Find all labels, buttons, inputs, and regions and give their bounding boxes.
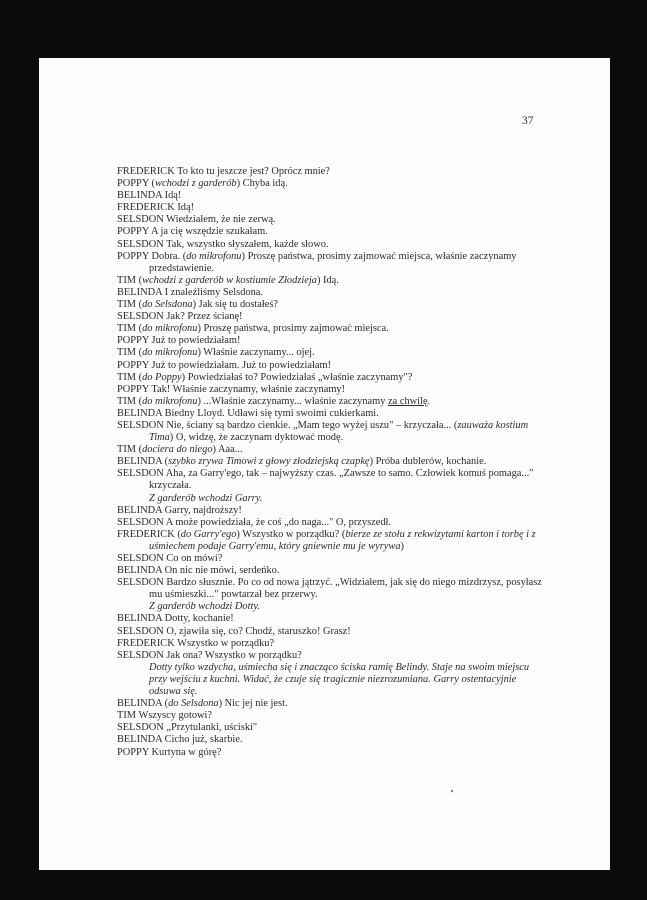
dialogue-text: ) Jak się tu dostałeś? [192,299,279,311]
stage-direction-inline: szybko zrywa Timowi z głowy złodziejską czapkę [168,456,370,468]
dialogue-line [117,323,547,335]
dialogue-line: SELSDON Tak, wszystko słyszałem, każde słowo. [117,238,329,250]
dialogue-line [117,444,547,456]
stage-direction-inline: do Poppy [142,371,182,383]
stage-direction: Z garderób wchodzi Garry. [149,492,263,504]
dialogue-line: SELSDON Bardzo słusznie. Po co od nowa jątrzyć. „Widziałem, jak się do niego mizdrzysz, posyłasz mu uśmieszki..." powtarzał bez przerwy. [117,577,542,601]
stage-direction-inline: bierze ze stołu z rekwizytami karton i torbę i z uśmiechem podaje Garry'emu, który gniewnie mu je wyrywa [149,528,536,552]
dialogue-line: TIM Wszyscy gotowi? [117,710,213,722]
dialogue-text: TIM ( [117,371,143,383]
dialogue-text: SELSDON Nie, ściany są bardzo cienkie. „Mam tego wyżej uszu" – krzyczała... ( [117,419,458,431]
dialogue-text: FREDERICK ( [117,528,181,540]
dialogue-text: ) [400,540,405,552]
dialogue-line: FREDERICK To kto tu jeszcze jest? Oprócz mnie? [117,166,330,177]
dialogue-line: FREDERICK Wszystko w porządku? [117,637,275,649]
dialogue-text: ) O, widzę, że zaczynam dyktować modę. [169,432,344,444]
stage-direction-inline: do mikrofonu [142,347,198,359]
dialogue-line [117,251,547,275]
dialogue-text: TIM ( [117,395,143,407]
dialogue-line: BELINDA Cicho już, skarbie. [117,734,243,746]
dialogue-text: ) Idą. [316,274,339,286]
dialogue-line: BELINDA Idą! [117,190,182,202]
dialogue-text: ) Aaa... [212,444,243,456]
dialogue-line [117,698,547,710]
dialogue-text: ) Chyba idą. [236,178,288,190]
dialogue-line: POPPY Już to powiedziałam! [117,335,241,347]
dialogue-text: ) Próba dublerów, kochanie. [369,456,487,468]
dialogue-text: TIM ( [117,274,143,286]
dialogue-line: SELSDON O, zjawiła się, co? Chodź, staruszko! Grasz! [117,625,351,637]
dialogue-text: POPPY Dobra. ( [117,250,187,262]
dialogue-line: POPPY Już to powiedziałam. Już to powiedziałam! [117,359,332,371]
dialogue-text: ) Proszę państwa, prosimy zajmować miejsca, właśnie zaczynamy przedstawienie. [149,250,517,274]
dialogue-line: SELSDON A może powiedziała, że coś „do naga..." O, przyszedł. [117,516,392,528]
red-speck [451,790,453,792]
stage-direction-inline: dociera do niego [142,444,213,456]
dialogue-line: SELSDON „Przytulanki, uściski" [117,722,258,734]
dialogue-line [117,299,547,311]
dialogue-line [117,372,547,384]
stage-direction-inline: do Selsdona [168,698,219,710]
underlined-text: za chwilę [388,395,428,407]
dialogue-text: TIM ( [117,323,143,335]
dialogue-line: POPPY Kurtyna w górę? [117,746,222,758]
stage-direction-inline: do Garry'ego [180,528,237,540]
stage-direction-inline: zauważa kostium Tima [149,419,529,444]
dialogue-line: BELINDA Biedny Lloyd. Udławi się tymi swoimi cukierkami. [117,407,379,419]
dialogue-text: ) Wszystko w porządku? ( [236,528,346,540]
dialogue-line: SELSDON Jak ona? Wszystko w porządku? [117,649,302,661]
dialogue-line [117,529,547,553]
dialogue-text: TIM ( [117,347,143,359]
dialogue-line: SELSDON Jak? Przez ścianę! [117,311,243,323]
dialogue-text: ) Powiedziałaś to? Powiedziałaś „właśnie zaczynamy"? [181,371,413,383]
dialogue-line [117,178,547,190]
dialogue-line [117,396,547,408]
dialogue-text: ) Nic jej nie jest. [218,698,288,710]
stage-direction: Dotty tylko wzdycha, uśmiecha się i znacząco ściska ramię Belindy. Staje na swoim miejscu przy wejściu z kuchni. Widać, że czuje się tragicznie niezrozumiana. Garry ostentacyjnie odsuwa się. [149,661,530,698]
stage-direction-inline: wchodzi z garderób w kostiumie Złodzieja [142,274,317,286]
stage-direction: Z garderób wchodzi Dotty. [149,601,261,613]
dialogue-text: TIM ( [117,299,143,311]
dialogue-text: BELINDA ( [117,456,169,468]
dialogue-line: BELINDA Garry, najdroższy! [117,504,242,516]
script-text [117,166,547,759]
stage-direction-inline: do Selsdona [142,299,193,311]
dialogue-text: BELINDA ( [117,698,169,710]
stage-direction-inline: wchodzi z garderób [155,178,237,190]
dialogue-line: POPPY A ja cię wszędzie szukałam. [117,226,268,238]
dialogue-line [117,420,547,444]
dialogue-line: POPPY Tak! Właśnie zaczynamy, właśnie zaczynamy! [117,383,346,395]
dialogue-line: SELSDON Wiedziałem, że nie zerwą. [117,214,276,226]
dialogue-line: BELINDA On nic nie mówi, serdeńko. [117,565,280,577]
dialogue-text: ) Proszę państwa, prosimy zajmować miejsca. [197,323,389,335]
stage-direction-inline: do mikrofonu [142,395,198,407]
stage-direction-inline: do mikrofonu [186,250,242,262]
dialogue-text: ) Właśnie zaczynamy... ojej. [197,347,315,359]
page-number: 37 [522,115,534,127]
dialogue-text: TIM ( [117,444,143,456]
dialogue-line: BELINDA I znaleźliśmy Selsdona. [117,286,264,298]
dialogue-line [117,456,547,468]
stage-direction-inline: do mikrofonu [142,323,198,335]
dialogue-line: SELSDON Aha, za Garry'ego, tak – najwyższy czas. „Zawsze to samo. Człowiek komuś pomaga..." krzyczała. [117,468,534,492]
dialogue-text: ) ...Właśnie zaczynamy... właśnie zaczynamy [197,395,389,407]
dialogue-text: POPPY ( [117,178,156,190]
dialogue-text: . [427,395,431,407]
dialogue-line: FREDERICK Idą! [117,202,195,214]
dialogue-line [117,347,547,359]
dialogue-line: BELINDA Dotty, kochanie! [117,613,234,625]
dialogue-line: SELSDON Co on mówi? [117,553,223,564]
dialogue-line [117,275,547,287]
